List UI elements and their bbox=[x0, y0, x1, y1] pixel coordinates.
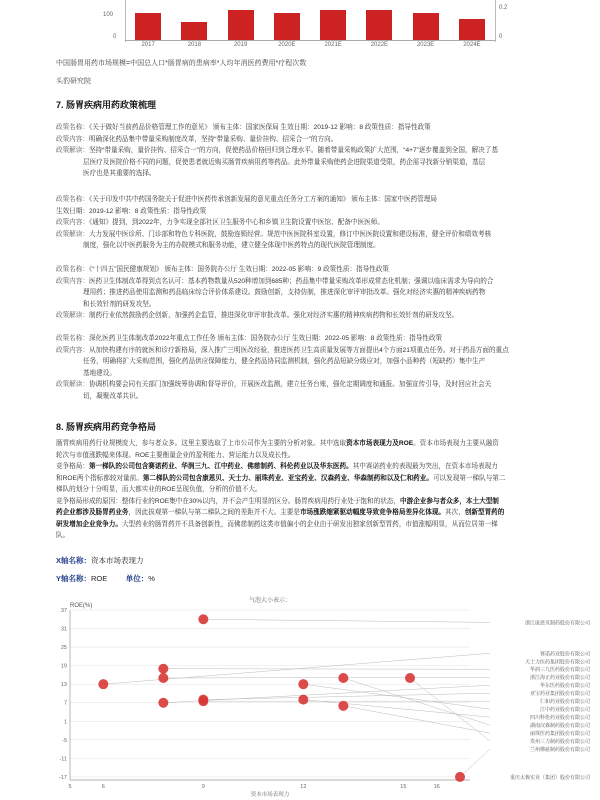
top-bar bbox=[459, 19, 485, 40]
figure-caption: 中国肠胃用药市场规模=中国总人口*肠胃病的患病率*人均年消医药费用*疗程次数 bbox=[56, 60, 307, 67]
chart-title: 气泡大小表示： bbox=[248, 598, 292, 604]
point-label: 兰州佛慈制药股份有限公司 bbox=[529, 747, 590, 754]
figure-source: 头豹研究院 bbox=[56, 78, 91, 85]
section8-body: 肠胃疾病用药行业规模庞大，参与者众多。这里主要选取了上市公司作为主要的分析对象。其中选取资本市场表现力及ROE。资本市场表现力主要从融资 轮次与市值涨跌幅来体现。ROE主要衡量企业的盈利能力、营运能力以及成长性。 竞争格局：第一梯队的公司包含赛诺药业、华润三九、江中药业、佛慈制药、科伦药业以及华东医药。其中赛诺药业的表现最为突出，在资本市场表现力 和ROE两个指标都较对量前。第二梯队的公司包含康恩贝、天士力、丽珠药业、亚宝药业、汉森药业、华森制药和以及仁和药业。可以发现第一梯队与第二 梯队的划分十分明显，而大都实业的ROE呈现负值，分析的价值不大。 竞争格局形成的原因：整体行业的ROE集中在30%以内，并不会产生明显的区分。肠胃疾病用药行业处于饱和的状态，中游企业参与者众多，本土大型制 药企业都涉及肠胃药业务，因此拔观第一梯队与第二梯队之间的差距并不大。主要是市场涨跌缩紧驱动幅度导致竞争格局差异化体现。其次，创新型胃药的 研发增加企业竞争力。大型药业的肠胃药并不具备创新性，而佛慈制药这类市值偏小的企业由于研发出独家创新型胃药，市值涨幅明显，从而位居第一梯 队。 bbox=[56, 440, 506, 539]
y-tick-label: 19 bbox=[60, 663, 67, 670]
point-label: 四川科伦药业股份有限公司 bbox=[529, 715, 590, 722]
section7-title: 7. 肠胃疾病用药政策梳理 bbox=[56, 100, 157, 110]
y-tick-label: 25 bbox=[60, 645, 67, 652]
top-year-label: 2024E bbox=[463, 42, 481, 48]
y-tick-label: 7 bbox=[63, 700, 67, 707]
section8-title: 8. 肠胃疾病用药竞争格局 bbox=[56, 422, 157, 432]
scatter-point bbox=[198, 614, 208, 624]
scatter-point bbox=[198, 696, 208, 706]
policy-3: 政策名称：《“十四五”国民健康规划》 颁布主体：国务院办公厅 生效日期：2022-05 影响：9 政策性质：指导性政策 政策内容：医药卫生体制改革得到点名认可：基本药物数量从520种增加到685种；药品集中带量采购改革形成常态化机制；强调以临床需求为导向的合 理用药；推进药品使用监测和药品临床综合评价体系建设。鼓励创新，支持仿制，推进深化审评审批改革。强化对经济实惠的精神疾病药物 和长效针剂的研发攻坚。 政策解读：制药行业依然鼓励药企创新，加强药企监管，推进深化审评审批改革。强化对经济实惠的精神疾病药物和长效针剂的研发攻坚。 bbox=[56, 266, 494, 319]
leader-line bbox=[203, 619, 490, 622]
policy-4: 政策名称：深化医药卫生体制改革2022年重点工作任务 颁布主体：国务院办公厅 生效日期：2022-05 影响：8 政策性质：指导性政策 政策内容：从加快构建有序的就医和诊疗新格局，深入推广三明医改经验，推进医药卫生高质量发展等方面提出4个方面21项重点任务。对于药品方面的重点 任务，明确将扩大采购范围，强化药品供应保障能力，健全药品协同监测机制，强化药品短缺分级应对，加强小品种药（短缺药）集中生产 基地建设。 政策解读：协调机构要会同有关部门加强统筹协调和督导评价，开展医改监测，建立任务台账，强化定期调度和通报。加强宣传引导，及时回应社会关 切，凝聚改革共识。 bbox=[56, 335, 509, 400]
leader-line bbox=[343, 678, 490, 725]
leader-line bbox=[163, 677, 490, 678]
top-bar bbox=[413, 13, 439, 40]
point-label: 浙江康恩贝制药股份有限公司 bbox=[524, 620, 590, 627]
top-year-label: 2019 bbox=[233, 42, 248, 48]
scatter-point bbox=[338, 701, 348, 711]
point-label: 华东医药股份有限公司 bbox=[539, 683, 590, 690]
leader-line bbox=[163, 669, 490, 670]
point-label: 华润三九医药股份有限公司 bbox=[529, 667, 590, 674]
x-tick-label: 6 bbox=[101, 784, 105, 790]
point-label: 浙江海正药业股份有限公司 bbox=[529, 675, 590, 682]
top-year-label: 2021E bbox=[324, 42, 342, 48]
top-bar bbox=[135, 13, 161, 40]
top-bar bbox=[320, 10, 346, 40]
y-tick-label: -5 bbox=[62, 737, 67, 744]
scatter-point bbox=[158, 698, 168, 708]
top-bar bbox=[366, 10, 392, 40]
point-label: 江中药业股份有限公司 bbox=[539, 707, 590, 714]
y-tick-label: -11 bbox=[59, 756, 67, 763]
x-tick-label: 16 bbox=[433, 784, 440, 790]
left-tick-100: 100 bbox=[103, 12, 114, 18]
roe-scatter-chart bbox=[60, 592, 590, 797]
x-tick-label: 15 bbox=[400, 784, 407, 790]
scatter-point bbox=[98, 679, 108, 689]
scatter-point bbox=[405, 673, 415, 683]
top-bar-chart bbox=[95, 0, 525, 42]
top-year-label: 2020E bbox=[278, 42, 296, 48]
policy-1: 政策名称：《关于做好当前药品价格管理工作的意见》 颁布主体：国家医保局 生效日期：2019-12 影响：8 政策性质：指导性政策 政策内容：明确深化药品集中带量采购制度改革，坚持“带量采购、量价挂钩、招采合一”的方向。 政策解读：坚持“带量采购，量价挂钩、招采合一”的方向，促使药品价格回归到合理水平。随着带量采购政策扩大范围，“4+7”逐步覆盖到全国，解决了基 层医疗及医院价格不同的问题，促使患者就近购买肠胃疾病用药等药品。此外带量采购使药企进院渠道受限，药企需寻找新分销渠道，基层 医疗也是其重要的选择。 bbox=[56, 124, 498, 177]
x-axis-title: 资本市场表现力 bbox=[250, 792, 290, 798]
left-tick-0: 0 bbox=[113, 34, 117, 40]
scatter-point bbox=[455, 772, 465, 782]
point-label: 贵州三力制药股份有限公司 bbox=[529, 739, 590, 746]
scatter-point bbox=[298, 695, 308, 705]
leader-line bbox=[343, 706, 490, 733]
y-axis-name: Y轴名称：ROE 单位：% bbox=[56, 574, 155, 583]
top-year-label: 2018 bbox=[187, 42, 202, 48]
y-tick-label: 31 bbox=[60, 626, 67, 633]
y-axis-title: ROE(%) bbox=[70, 603, 93, 609]
leader-line bbox=[203, 693, 490, 699]
x-tick-label: 5 bbox=[68, 784, 72, 790]
point-label: 仁和药业股份有限公司 bbox=[539, 699, 590, 706]
right-tick-02: 0.2 bbox=[499, 5, 508, 11]
point-label: 重庆太极实业（集团）股份有限公司 bbox=[509, 774, 590, 781]
point-label: 亚宝药业集团股份有限公司 bbox=[529, 691, 590, 698]
y-tick-label: 13 bbox=[60, 682, 67, 689]
y-tick-label: -17 bbox=[59, 774, 67, 781]
scatter-point bbox=[298, 679, 308, 689]
point-label: 丽珠医药集团股份有限公司 bbox=[529, 731, 590, 738]
top-year-label: 2022E bbox=[370, 42, 389, 48]
x-tick-label: 9 bbox=[201, 784, 205, 790]
x-tick-label: 12 bbox=[300, 784, 307, 790]
top-year-label: 2017 bbox=[141, 42, 155, 48]
leader-line bbox=[460, 749, 490, 777]
y-tick-label: 37 bbox=[60, 608, 67, 614]
right-tick-0: 0 bbox=[499, 34, 503, 40]
scatter-point bbox=[158, 673, 168, 683]
top-bar bbox=[228, 10, 254, 40]
x-axis-name: X轴名称：资本市场表现力 bbox=[56, 556, 144, 565]
point-label: 湖南汉森制药股份有限公司 bbox=[529, 723, 590, 730]
y-tick-label: 1 bbox=[63, 719, 67, 726]
leader-line bbox=[303, 700, 490, 718]
top-bar bbox=[181, 22, 207, 40]
top-bar bbox=[274, 13, 300, 40]
scatter-point bbox=[338, 673, 348, 683]
point-label: 赛诺药业股份有限公司 bbox=[539, 651, 590, 658]
leader-line bbox=[163, 685, 490, 703]
policy-2: 政策名称：《关于印发中共中药国务院关于促进中医药传承创新发展的意见重点任务分工方案的通知》 颁布主体：国家中医药管理局 生效日期：2019-12 影响：8 政策性质：指导性政策 政策内容：《通知》提到，到2022年，力争实现全部社区卫生服务中心和乡镇卫生院设置中医馆、配备中医医师。 政策解读：大力发展中医诊所、门诊部和特色专科医院，鼓励连锁经营。规范中医医院科室设置，修订中医医院设置和建设标准，健全评价和绩效考核 制度，强化以中医药服务为主的办院模式和服务功能，建立健全体现中医药特点的现代医院管理制度。 bbox=[56, 196, 492, 249]
point-label: 天士力医药集团股份有限公司 bbox=[524, 659, 590, 666]
policy-1-name: 《关于做好当前药品价格管理工作的意见》 bbox=[88, 124, 211, 131]
scatter-point bbox=[158, 664, 168, 674]
top-year-label: 2023E bbox=[416, 42, 435, 48]
